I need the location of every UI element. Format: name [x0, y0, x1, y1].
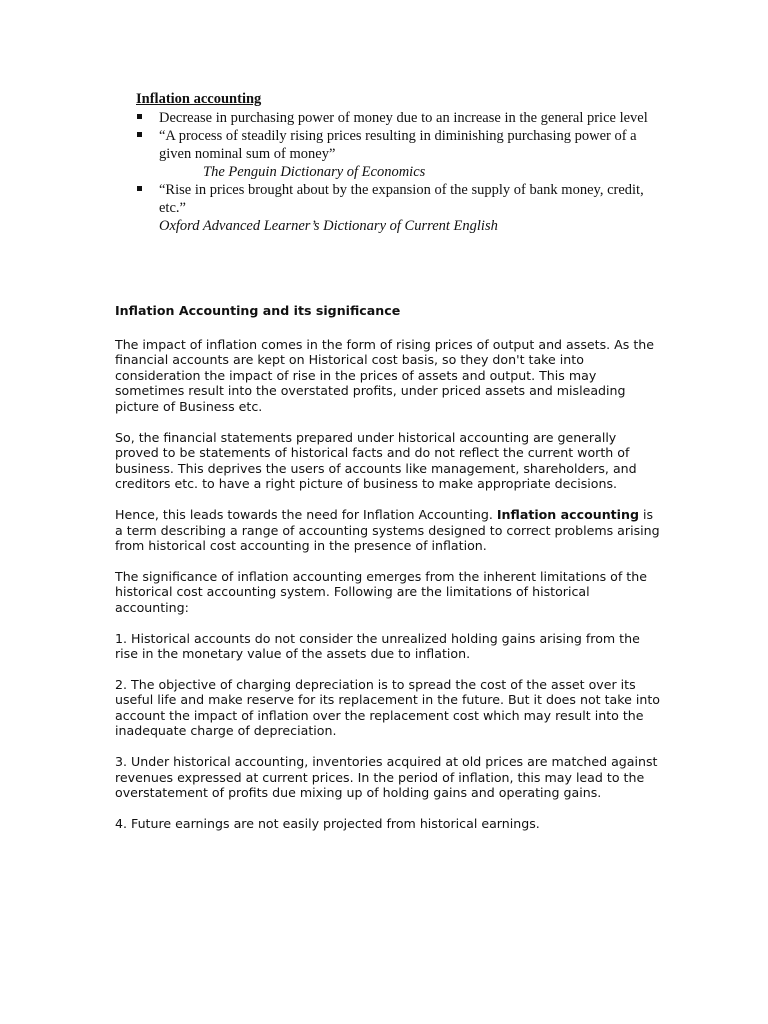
definition-item [136, 109, 666, 127]
limitation-4: 4. Future earnings are not easily projected from historical earnings. [115, 815, 540, 831]
inflation-accounting-term: Inflation accounting [496, 506, 639, 522]
definition-list [136, 109, 666, 235]
definition-source: Oxford Advanced Learner’s Dictionary of Current English [159, 218, 498, 234]
definition-text: “Rise in prices brought about by the expansion of the supply of bank money, credit, etc.” [159, 182, 644, 216]
paragraph-need-start: Hence, this leads towards the need for Inflation Accounting. [115, 506, 497, 522]
paragraph-impact: The impact of inflation comes in the form of rising prices of output and assets. As the financial accounts are kept on Historical cost basis, so they don't take into consideration the impact of rise in the prices of assets and output. This may sometimes result into the overstated profits, under priced assets and misleading picture of Business etc. [115, 336, 654, 414]
square-bullet-icon [137, 114, 142, 119]
paragraph-significance: The significance of inflation accounting emerges from the inherent limitations of the historical cost accounting system. Following are the limitations of historical accounting: [115, 568, 647, 615]
definition-text: “A process of steadily rising prices resulting in diminishing purchasing power of a given nominal sum of money” [159, 128, 637, 162]
inflation-accounting-heading: Inflation accounting [136, 91, 262, 107]
limitation-2: 2. The objective of charging depreciation is to spread the cost of the asset over its useful life and make reserve for its replacement in the future. But it does not take into account the impact of inflation over the replacement cost which may result into the inadequate charge of depreciation. [115, 676, 660, 739]
section-heading: Inflation Accounting and its significance [115, 303, 401, 318]
definition-source: The Penguin Dictionary of Economics [203, 164, 426, 180]
definition-item [136, 127, 666, 181]
square-bullet-icon [137, 132, 142, 137]
paragraph-need-end: is a term describing a range of accounting systems designed to correct problems arising from historical cost accounting in the presence of inflation. [115, 506, 660, 554]
limitation-3: 3. Under historical accounting, inventories acquired at old prices are matched against revenues expressed at current prices. In the period of inflation, this may lead to the overstatement of profits due mixing up of holding gains and operating gains. [115, 754, 658, 801]
paragraph-historical-statements: So, the financial statements prepared under historical accounting are generally proved to be statements of historical facts and do not reflect the current worth of business. This deprives the users of accounts like management, shareholders, and creditors etc. to have a right picture of business to make appropriate decisions. [115, 429, 637, 492]
limitation-1: 1. Historical accounts do not consider the unrealized holding gains arising from the rise in the monetary value of the assets due to inflation. [115, 630, 640, 662]
paragraph-need [115, 507, 660, 554]
definition-text: Decrease in purchasing power of money due to an increase in the general price level [159, 110, 648, 126]
significance-section [115, 303, 660, 846]
square-bullet-icon [137, 186, 142, 191]
definition-item [136, 181, 666, 235]
